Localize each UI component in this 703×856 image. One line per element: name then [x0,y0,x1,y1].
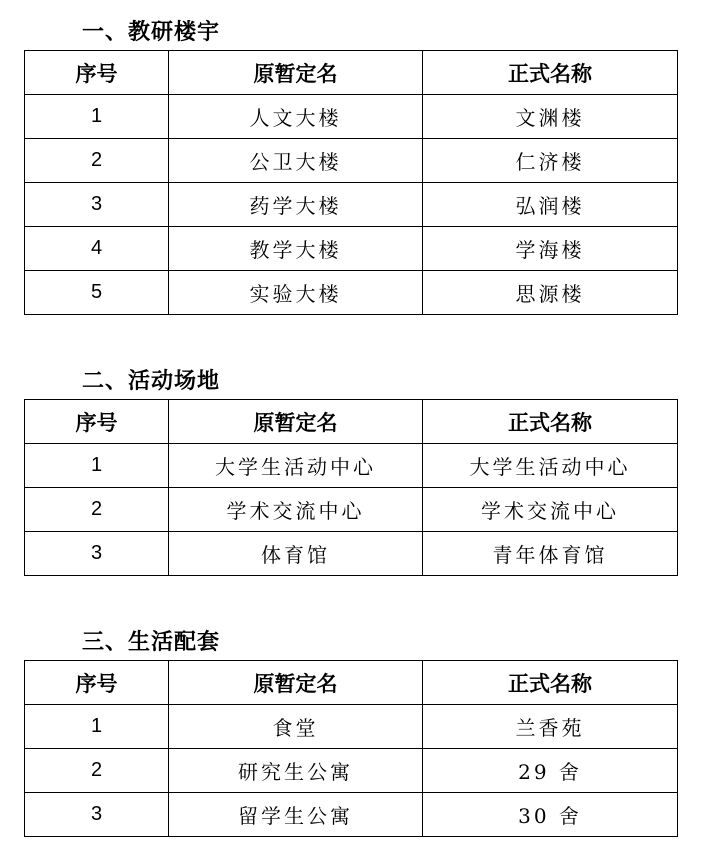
table-row [25,95,678,139]
row-official-name: 学术交流中心 [423,488,678,532]
table-header-row [25,51,678,95]
table-row [25,271,678,315]
row-original-name: 研究生公寓 [169,749,423,793]
row-index: 2 [25,488,169,532]
row-official-name: 弘润楼 [423,183,678,227]
row-index: 5 [25,271,169,315]
row-official-name: 29 舍 [423,749,678,793]
header-official-name: 正式名称 [423,400,678,444]
row-original-name: 体育馆 [169,532,423,576]
table-row [25,183,678,227]
header-index: 序号 [25,400,169,444]
section-3-title: 三、生活配套 [82,630,221,655]
row-official-name: 仁济楼 [423,139,678,183]
table-row [25,139,678,183]
row-official-name: 兰香苑 [423,705,678,749]
row-original-name: 食堂 [169,705,423,749]
section-1-title: 一、教研楼宇 [82,20,221,45]
table-row [25,705,678,749]
row-original-name: 公卫大楼 [169,139,423,183]
row-official-name: 学海楼 [423,227,678,271]
header-original-name: 原暂定名 [169,400,423,444]
header-official-name: 正式名称 [423,51,678,95]
row-index: 1 [25,705,169,749]
row-index: 1 [25,444,169,488]
section-2-title: 二、活动场地 [82,369,221,394]
row-official-name: 青年体育馆 [423,532,678,576]
table-row [25,488,678,532]
row-official-name: 30 舍 [423,793,678,837]
section-3-table [24,660,678,837]
table-header-row [25,400,678,444]
row-index: 1 [25,95,169,139]
table-row [25,532,678,576]
row-index: 3 [25,532,169,576]
header-index: 序号 [25,51,169,95]
table-header-row [25,661,678,705]
row-index: 3 [25,793,169,837]
row-index: 2 [25,139,169,183]
section-1-table [24,50,678,315]
row-index: 4 [25,227,169,271]
table-row [25,227,678,271]
section-2-table [24,399,678,576]
row-index: 3 [25,183,169,227]
table-row [25,793,678,837]
row-official-name: 思源楼 [423,271,678,315]
header-official-name: 正式名称 [423,661,678,705]
row-original-name: 实验大楼 [169,271,423,315]
table-row [25,749,678,793]
row-original-name: 学术交流中心 [169,488,423,532]
row-index: 2 [25,749,169,793]
header-original-name: 原暂定名 [169,51,423,95]
row-original-name: 大学生活动中心 [169,444,423,488]
row-original-name: 留学生公寓 [169,793,423,837]
row-official-name: 文渊楼 [423,95,678,139]
table-row [25,444,678,488]
row-original-name: 教学大楼 [169,227,423,271]
header-original-name: 原暂定名 [169,661,423,705]
row-official-name: 大学生活动中心 [423,444,678,488]
row-original-name: 人文大楼 [169,95,423,139]
header-index: 序号 [25,661,169,705]
row-original-name: 药学大楼 [169,183,423,227]
